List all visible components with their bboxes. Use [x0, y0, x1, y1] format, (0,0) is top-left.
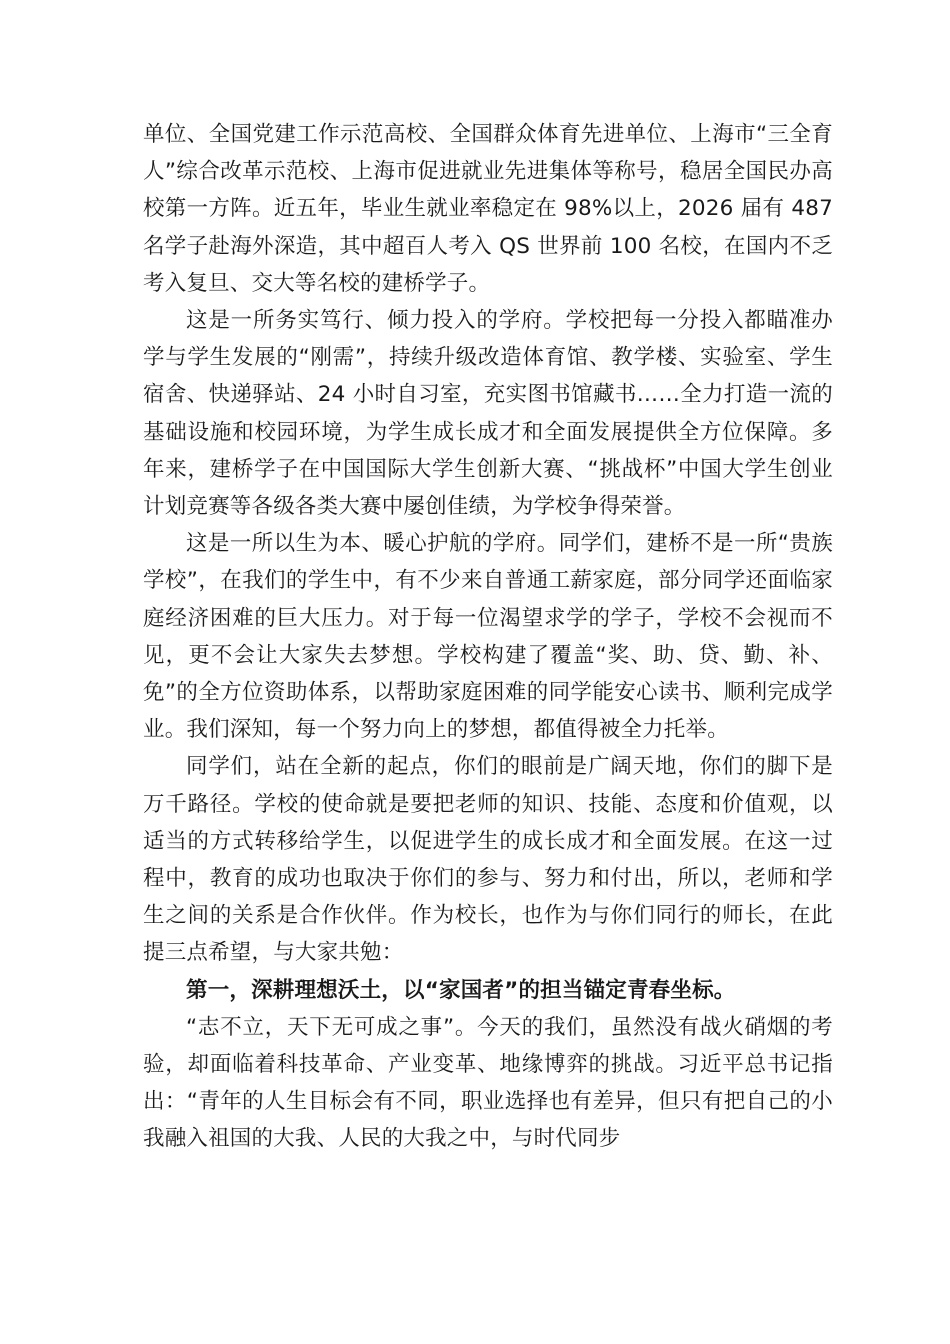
paragraph-investment: 这是一所务实笃行、倾力投入的学府。学校把每一分投入都瞄准办学与学生发展的“刚需”，持续升级改造体育馆、教学楼、实验室、学生宿舍、快递驿站、24 小时自习室，充实图书馆藏书……全力打造一流的基础设施和校园环境，为学生成长成才和全面发展提供全方位保障。多年来，建桥学子在中国国际大学生创新大赛、“挑战杯”中国大学生创业计划竞赛等各级各类大赛中屡创佳绩，为学校争得荣誉。	[143, 308, 833, 520]
section-heading-first: 第一，深耕理想沃土，以“家国者”的担当锚定青春坐标。	[186, 977, 736, 1003]
paragraph-honors: 单位、全国党建工作示范高校、全国群众体育先进单位、上海市“三全育人”综合改革示范校、上海市促进就业先进集体等称号，稳居全国民办高校第一方阵。近五年，毕业生就业率稳定在 98%以上，2026 届有 487 名学子赴海外深造，其中超百人考入 QS 世界前 100 名校，在国内不乏考入复旦、交大等名校的建桥学子。	[143, 122, 833, 296]
paragraph-mission: 同学们，站在全新的起点，你们的眼前是广阔天地，你们的脚下是万千路径。学校的使命就是要把老师的知识、技能、态度和价值观，以适当的方式转移给学生，以促进学生的成长成才和全面发展。在这一过程中，教育的成功也取决于你们的参与、努力和付出，所以，老师和学生之间的关系是合作伙伴。作为校长，也作为与你们同行的师长，在此提三点希望，与大家共勉：	[143, 754, 833, 966]
paragraph-student-care: 这是一所以生为本、暖心护航的学府。同学们，建桥不是一所“贵族学校”，在我们的学生中，有不少来自普通工薪家庭，部分同学还面临家庭经济困难的巨大压力。对于每一位渴望求学的学子，学校不会视而不见，更不会让大家失去梦想。学校构建了覆盖“奖、助、贷、勤、补、免”的全方位资助体系，以帮助家庭困难的同学能安心读书、顺利完成学业。我们深知，每一个努力向上的梦想，都值得被全力托举。	[143, 531, 833, 743]
document-body	[143, 116, 833, 1158]
paragraph-ideals: “志不立，天下无可成之事”。今天的我们，虽然没有战火硝烟的考验，却面临着科技革命、产业变革、地缘博弈的挑战。习近平总书记指出：“青年的人生目标会有不同，职业选择也有差异，但只有把自己的小我融入祖国的大我、人民的大我之中，与时代同步	[143, 1014, 833, 1152]
